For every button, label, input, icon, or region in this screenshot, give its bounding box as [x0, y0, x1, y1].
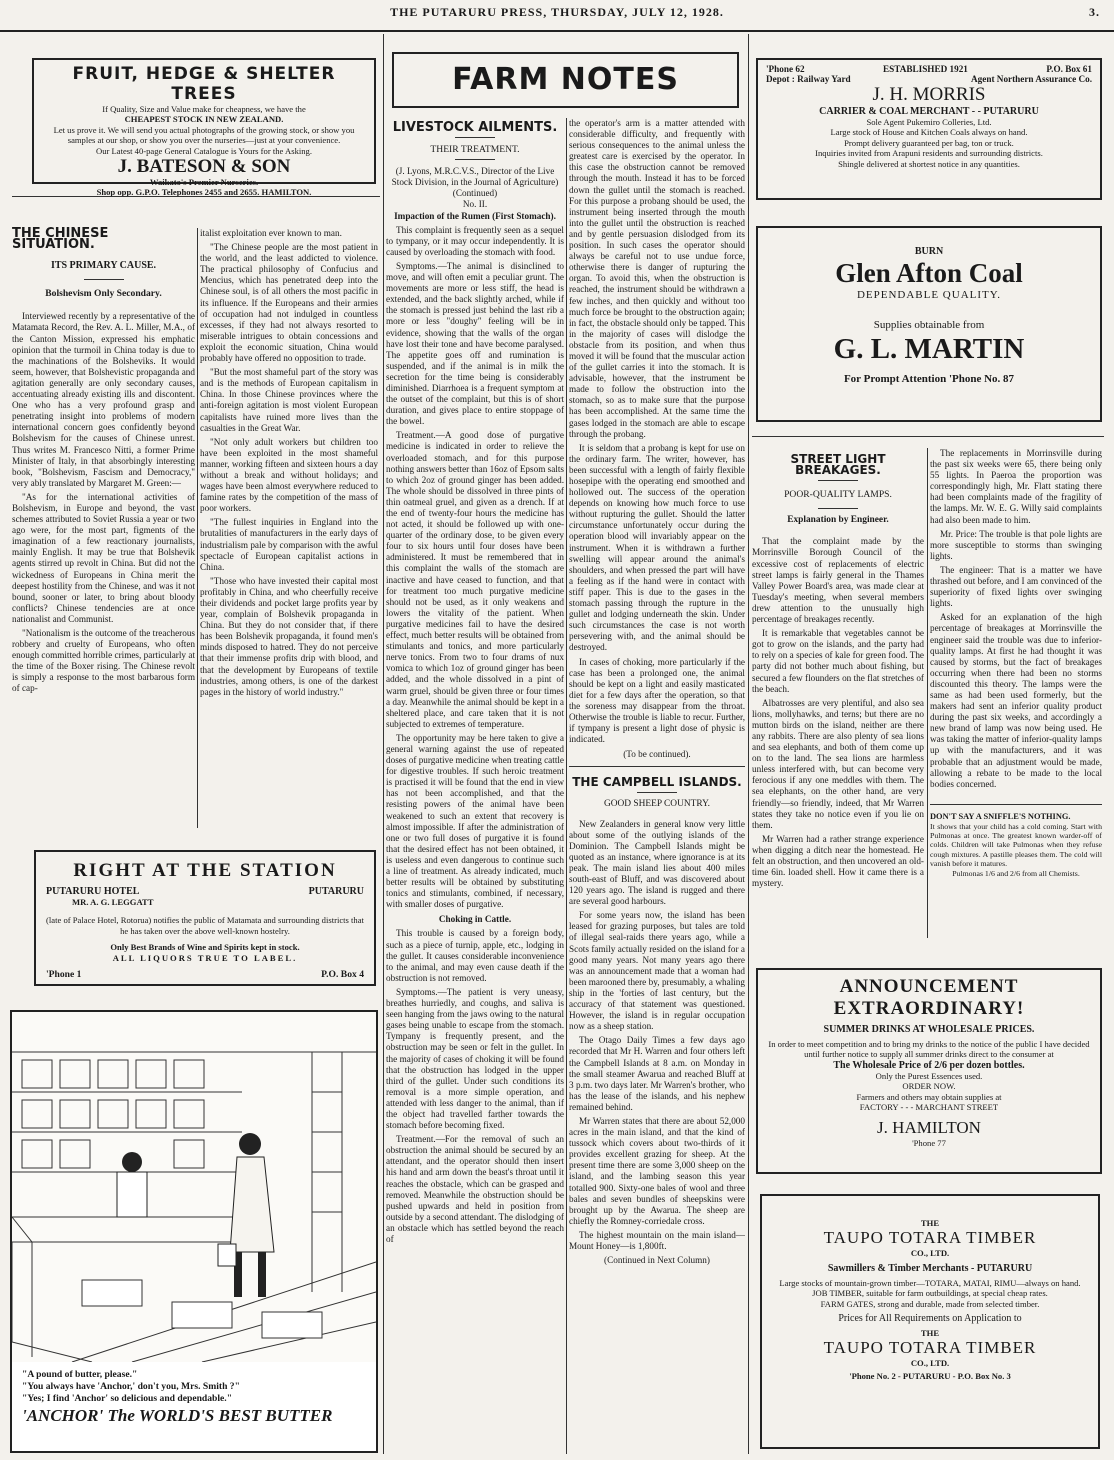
divider: [12, 196, 380, 197]
paragraph: Interviewed recently by a representative of the Matamata Record, the Rev. A. L. Miller, M.A., of the Canton Mission, expressed his emphatic opinion that the turmoil in China today is due to the machinations of the Bolsheviks. It would seem, however, that Bolshevistic propaganda and agitation generally are only secondary causes, accentuating already existing ills and discontent. One who has a very profound grasp and penetrating insight into problems of modern international concern goes confidently beyond Bolshevism for the causes of Chinese unrest. Thus writes M. Francesco Nitti, a former Prime Minister of Italy, in that absorbingly interesting book, "Bolshevism, Fascism and Democracy," very ably translated by Margaret M. Green:—: [12, 311, 195, 488]
ad-anchor-slogan: 'ANCHOR' The WORLD'S BEST BUTTER: [22, 1406, 333, 1425]
ad-bateson-line: Our Latest 40-page General Catalogue is Yours for the Asking.: [96, 145, 312, 156]
paragraph: It is remarkable that vegetables cannot be got to grow on the islands, and the party had to rely on a species of kale for green food. The party did not bother much about fishing, but secured a few flounders on the flat stretches of the beach.: [752, 628, 924, 694]
section-heading: Choking in Cattle.: [438, 914, 512, 925]
ad-taupo-foot: 'Phone No. 2 - PUTARURU - P.O. Box No. 3: [849, 1370, 1011, 1381]
article-title: STREET LIGHT BREAKAGES.: [790, 452, 886, 478]
ad-coal-martin: G. L. MARTIN: [833, 333, 1025, 365]
article-subtitle: POOR-QUALITY LAMPS.: [784, 489, 892, 501]
ad-station-title: RIGHT AT THE STATION: [73, 860, 337, 881]
paragraph: Asked for an explanation of the high percentage of breakages at Morrinsville the engineer said the trouble was due to inferior-quality lamps. At first he had thought it was caused by storms, but the fact of breakages occurring when there had been no storms discounted this theory. The lamps were the same as had been used formerly, but the makers had sent an inferior quality product during the past six weeks, and accordingly a new brand of lamp was now being used. He was taking the matter of inferior-quality lamps up with the manufacturers, and it was probable that an adjustment would be made, allowing a rebate to be made to the local bodies concerned.: [930, 612, 1102, 789]
paragraph: Treatment.—A good dose of purgative medicine is indicated in order to relieve the overloaded stomach, and for this purpose nothing answers better than 16oz of Epsom salts to which 2oz of ground ginger has been added. The whole should be dissolved in three pints of thin oatmeal gruel, and given as a drench. If at the end of twenty-four hours the medicine has not acted, it should be followed up with one-quarter of the ordinary dose, to be given every four to six hours until four doses have been administered. It must be remembered that in this complaint the walls of the stomach are inactive and have ceased to function, and that for treatment too much purgative medicine should not be used, as it only weakens and lowers the vitality of the patient. When purgative medicines fail to have the desired effect, much better results will be obtained from stimulants and tonics, and more particularly nerve tonics. From two to four drams of nux vomica to which 1oz of ground ginger has been added, and the whole dissolved in a pint of warm gruel, should be given three or four times a day. Meanwhile the animal should be kept in a sheltered place, and care taken that it is not subjected to extremes of temperature.: [386, 430, 564, 729]
ad-coal-quality: DEPENDABLE QUALITY.: [856, 289, 1002, 301]
ad-taupo-co: CO., LTD.: [910, 1358, 950, 1369]
ad-hamilton-line: In order to meet competition and to bring my drinks to the notice of the public I have decided until further notice to supply all summer drinks direct to the consumer at: [768, 1039, 1090, 1060]
article-subtitle: GOOD SHEEP COUNTRY.: [603, 799, 710, 810]
divider: [818, 508, 858, 509]
ad-taupo: [760, 1194, 1100, 1449]
paragraph: This complaint is frequently seen as a sequel to tympany, or it may occur independently. It is caused by overloading the stomach with food.: [386, 224, 564, 257]
farm-notes-banner: [392, 52, 739, 108]
divider: [930, 804, 1102, 805]
ad-coal-phone: For Prompt Attention 'Phone No. 87: [843, 373, 1015, 385]
article-chinese-col1: [12, 228, 195, 698]
ad-hamilton-line: Farmers and others may obtain supplies at: [856, 1091, 1002, 1102]
ad-bateson-sub: Waikato's Premier Nurseries.: [149, 177, 259, 188]
section-heading: Impaction of the Rumen (First Stomach).: [394, 210, 556, 221]
divider: [569, 766, 745, 767]
ad-station-contact: [46, 969, 364, 980]
ad-coal-name: Glen Afton Coal: [835, 258, 1023, 288]
article-subtitle: Explanation by Engineer.: [787, 515, 889, 526]
ad-hamilton-line: Only the Purest Essences used.: [875, 1070, 983, 1081]
divider: [818, 480, 858, 481]
ad-station: [34, 850, 376, 986]
ad-taupo-the: THE: [920, 1328, 940, 1339]
article-subtitle: ITS PRIMARY CAUSE.: [50, 260, 157, 272]
ad-hamilton-title: EXTRAORDINARY!: [833, 998, 1025, 1019]
ad-bateson-name: J. BATESON & SON: [117, 156, 291, 178]
ad-taupo-sub: Sawmillers & Timber Merchants - PUTARURU: [827, 1262, 1033, 1274]
ad-station-line: (late of Palace Hotel, Rotorua) notifies the public of Matamata and surrounding districts that he has taken over the above well-known hostelry.: [46, 915, 364, 936]
article-chinese-col2: [200, 228, 378, 701]
ad-station-box: P.O. Box 4: [321, 969, 364, 981]
ad-bateson-foot: Shop opp. G.P.O. Telephones 2455 and 2655. HAMILTON.: [96, 187, 312, 198]
ad-taupo-co: CO., LTD.: [910, 1248, 950, 1259]
shop-illustration: [12, 1012, 376, 1362]
article-subtitle: THEIR TREATMENT.: [430, 144, 520, 156]
to-be-continued: (To be continued).: [623, 749, 691, 760]
article-livestock-col1: [386, 118, 564, 1248]
ad-taupo-line: Large stocks of mountain-grown timber—TOTARA, MATAI, RIMU—always on hand.: [779, 1277, 1081, 1288]
ad-hamilton-price: The Wholesale Price of 2/6 per dozen bottles.: [833, 1059, 1025, 1071]
ad-morris-name: J. H. MORRIS: [872, 84, 986, 105]
ad-morris-line: Sole Agent Pukemiro Colleries, Ltd.: [866, 117, 992, 127]
ad-hamilton: [756, 968, 1102, 1174]
column-rule: [748, 34, 749, 1454]
ad-station-row: [46, 886, 364, 897]
paragraph: The opportunity may be here taken to give a general warning against the use of repeated doses of purgative medicine when treating cattle for digestive troubles. If such heroic treatment is practised it will be found that the end in view has not been accomplished, and that the resisting powers of the animal have been weakened to such an extent that recovery is almost impossible. If after the administration of one or two full doses of purgative it is found that the desired effect has not been obtained, it is useless and even dangerous to continue such a line of treatment. As already indicated, much better results will be obtained by substituting tonics and stimulants, combined, if necessary, with smaller doses of purgative.: [386, 732, 564, 910]
ad-morris-trade: CARRIER & COAL MERCHANT - - PUTARURU: [819, 106, 1039, 117]
divider: [637, 792, 677, 793]
ad-morris-line: Shingle delivered at shortest notice in any quantities.: [838, 158, 1020, 169]
paragraph: New Zealanders in general know very little about some of the outlying islands of the Dominion. The Campbell Islands might be quoted as an instance, where ignorance is at its peak. The main island lies about 400 miles south-east of Bluff, and was discovered about 120 years ago. The island is rugged and there are several good harbours.: [569, 818, 745, 907]
ad-taupo-name: TAUPO TOTARA TIMBER: [823, 1228, 1037, 1248]
byline: (J. Lyons, M.R.C.V.S., Director of the Live Stock Division, in the Journal of Agriculture): [391, 166, 559, 188]
paragraph: Treatment.—For the removal of such an obstruction the animal should be secured by an attendant, and the operator should then insert his hand and arm down the beast's throat until it reaches the obstacle, which can be grasped and removed. Meanwhile the obstruction should be pushed upwards and held in position from outside by a second attendant. The dislodging of an obstacle which has settled beyond the reach of: [386, 1134, 564, 1244]
ad-taupo-line: JOB TIMBER, suitable for farm outbuildings, at special cheap rates.: [812, 1288, 1048, 1299]
divider: [455, 137, 495, 138]
article-title: THE CAMPBELL ISLANDS.: [572, 775, 742, 790]
ad-bateson: [32, 58, 376, 198]
paragraph: Mr. Price: The trouble is that pole lights are more susceptible to storms than swinging lights.: [930, 528, 1102, 561]
column-rule: [383, 34, 384, 1454]
ad-hamilton-title: ANNOUNCEMENT: [839, 976, 1019, 997]
continued-label: (Continued): [452, 188, 498, 199]
ad-morris-row: [766, 74, 1092, 84]
paragraph: The highest mountain on the main island—Mount Honey—is 1,800ft.: [569, 1229, 745, 1251]
divider: [455, 159, 495, 160]
ad-hamilton-name: J. HAMILTON: [877, 1118, 981, 1138]
paragraph: "Those who have invested their capital most profitably in China, and who cheerfully receive their dividends and pocket large profits year by year, complain of Bolshevik propaganda in China. But they do not consider that, if there has been Bolshevik propaganda, it found men's minds disposed to hatred. They do not perceive that their immense profits drip with blood, and that the development by Europeans of textile industries, among others, is one of the darkest pages in the history of world industry.": [200, 575, 378, 697]
paragraph: For some years now, the island has been leased for grazing purposes, but tales are told of illegal seal-raids there years ago, while a Scots family actually resided on the island for a good many years. Not many years ago there was an announcement made that a woman had been marooned there by, presumably, a whaling ship in the 'forties of last century, but the accuracy of that statement was questioned. However, the island is in regular occupation now as a sheep station.: [569, 910, 745, 1032]
article-street-col1: [752, 448, 924, 892]
ad-taupo-the: THE: [920, 1218, 940, 1228]
paragraph: In cases of choking, more particularly if the case has been a prolonged one, the animal should be kept on a light and easily masticated diet for a few days after the operation, so that the soreness may disappear from the throat. Otherwise the trouble is liable to recur. Further, if tympany is present a light dose of physic is indicated.: [569, 656, 745, 745]
part-number: No. II.: [462, 199, 488, 210]
paragraph: "Not only adult workers but children too have been exploited in the most shameful manner, working fifteen and sixteen hours a day without a break and without holidays; and wages have been almost everywhere reduced to famine rates by the competition of the mass of poor workers.: [200, 436, 378, 514]
paragraph: The replacements in Morrinsville during the past six weeks were 65, there being only 55 lights. In Paeroa the proportion was correspondingly high, Mr. Flatt stating there had been complaints made of the fragility of the lamps. Mr. W. E. G. Willy said complaints had also been made to him.: [930, 448, 1102, 525]
ad-coal-supplies: Supplies obtainable from: [873, 319, 985, 331]
paragraph: "As for the international activities of Bolshevism, in Europe and beyond, the vast schemes attributed to Soviet Russia a year or two ago were, for the most part, figments of the imagination of a few reactionary journalists, mainly English. It may be true that Bolshevik agents stirred up revolt in China. But did not the wickedness of Europeans in China merit the deepest hostility from the Chinese, and was it not bound, sooner or later, to bring about bloody conflicts? Chinese tendencies are at once nationalist and Communist.: [12, 491, 195, 624]
ad-morris-line: Large stock of House and Kitchen Coals always on hand.: [830, 127, 1028, 138]
paragraph: the operator's arm is a matter attended with considerable difficulty, and frequently with serious consequences to the animal unless the greatest care is exercised by the operator. In this case the obstruction cannot be removed through the mouth. Instead it has to be forced down the gullet until the stomach is reached. For this purpose a probang should be used, the instrument being inserted through the mouth into the gullet until the obstruction is reached and by gentle persuasion dislodged from its position. In such cases the operator should always be careful not to use undue force, otherwise there is danger of rupturing the organ. To avoid this, when the obstruction is reached, the instrument should be withdrawn a few inches, and then quickly and without too much force be brought to the obstruction again; in fact, the obstacle should only be tapped. This in the majority of cases will dislodge the obstacle from its position, and when thus moved it will be found that the muscular action of the gullet carries it into the stomach. It is advisable, however, that the instrument be made to follow the obstruction into the stomach, so as to make sure that the purpose has been accomplished. At the same time the gases lodged in the stomach are able to escape through the probang.: [569, 118, 745, 439]
ad-anchor-caption: "A pound of butter, please.": [22, 1369, 138, 1380]
ad-bateson-title: FRUIT, HEDGE & SHELTER TREES: [72, 64, 336, 104]
ad-hamilton-phone: 'Phone 77: [912, 1138, 946, 1149]
divider: [752, 436, 1104, 437]
ad-hamilton-sub: SUMMER DRINKS AT WHOLESALE PRICES.: [823, 1024, 1035, 1035]
paragraph: "The fullest inquiries in England into the brutalities of manufacturers in the early days of industrialism pale by comparison with the awful spectacle of European capitalist actions in China.: [200, 517, 378, 572]
ad-hamilton-line: FACTORY - - - MARCHANT STREET: [859, 1102, 999, 1113]
ad-station-line: ALL LIQUORS TRUE TO LABEL.: [112, 952, 298, 963]
ad-anchor-caption: "You always have 'Anchor,' don't you, Mrs. Smith ?": [22, 1381, 240, 1392]
ad-coal-burn: BURN: [914, 246, 944, 257]
ad-bateson-line: Let us prove it. We will send you actual photographs of the growing stock, or show you samples at our shop, or show you over the nurseries—just at your convenience.: [53, 124, 355, 146]
article-street-col2: [930, 448, 1102, 879]
column-rule: [566, 118, 567, 1454]
ad-station-town: PUTARURU: [308, 886, 364, 897]
paragraph: "Nationalism is the outcome of the treacherous robbery and cruelty of Europeans, who often enough committed horrible crimes, particularly at the time of the Boxer rising. The Chinese revolt is simply a response to the most barbarous form of cap-: [12, 628, 195, 694]
column-rule: [197, 228, 198, 828]
article-title: THE CHINESE SITUATION.: [12, 226, 109, 253]
article-title: LIVESTOCK AILMENTS.: [392, 120, 558, 135]
divider: [84, 279, 124, 280]
paragraph: Symptoms.—The animal is disinclined to move, and will often emit a peculiar grunt. The movements are more or less stiff, the head is extended, and the back slightly arched, while if the stomach is pressed just behind the last rib a more or less "doughy" feeling will be in evidence, showing that the walls of the organ have lost their tone and have become paralysed. The appetite goes off and rumination is suspended, and if the animal is in milk the secretion for the time being is considerably diminished. Diarrhoea is a frequent symptom at the outset of the complaint, but this is of short duration, and gives place to entire stoppage of the bowel.: [386, 260, 564, 427]
paragraph: Mr Warren had a rather strange experience when digging a ditch near the homestead. He felt an obstruction, and then uncovered an old-time 6in. loaded shell. How it came there is a mystery.: [752, 833, 924, 889]
ad-morris-phone: 'Phone 62: [766, 64, 805, 74]
ad-morris-line: Prompt delivery guaranteed per bag, ton or truck.: [844, 137, 1014, 148]
ad-anchor: [10, 1010, 378, 1453]
article-subtitle: Bolshevism Only Secondary.: [45, 288, 162, 300]
paragraph: "But the most shameful part of the story was and is the methods of European capitalism in China. In those Chinese provinces where the anti-foreign agitation is most violent European capitalists have ruined more lives than the casualties in the Great War.: [200, 367, 378, 433]
masthead-title: THE PUTARURU PRESS, THURSDAY, JULY 12, 1928.: [390, 5, 724, 19]
sniffle-title: DON'T SAY A SNIFFLE'S NOTHING.: [930, 811, 1071, 821]
ad-morris: [756, 58, 1102, 200]
paragraph: The Otago Daily Times a few days ago recorded that Mr H. Warren and four others left the Campbell Islands at 8 a.m. on Monday in the small steamer Awarua and reached Bluff at 3 p.m. two days later. Mr Warren's brother, who has the lease of the islands, and his nephew remained behind.: [569, 1035, 745, 1112]
paragraph: italist exploitation ever known to man.: [200, 228, 342, 238]
continued-label: (Continued in Next Column): [604, 1255, 710, 1266]
page-number: 3.: [1089, 5, 1100, 19]
ad-morris-row: [766, 64, 1092, 74]
banner-title: FARM NOTES: [452, 62, 679, 97]
paragraph: That the complaint made by the Morrinsville Borough Council of the excessive cost of replacements of electric street lamps is fairly general in the Thames Valley Power Board's area, was made clear at Tuesday's meeting, when several members drew attention to the unusually high percentage of breakages recently.: [752, 536, 924, 625]
paragraph: It is seldom that a probang is kept for use on the ordinary farm. The writer, however, has been successful with a length of fairly flexible hosepipe with the operating end smoothed and hollowed out. The success of the operation depends on knowing how much force to use without rupturing the gullet. Should the latter circumstance unfortunately occur during the operation blood will invariably appear on the instrument. When it is withdrawn a further swelling will appear around the animal's shoulders, and when pressed the part will have a feeling as if the hand were in contact with stiff paper. This is due to the gases in the stomach passing through the rupture in the gullet and lodging underneath the skin. Under such circumstances the case is not worth persevering with, and the animal should be destroyed.: [569, 442, 745, 653]
article-livestock-col2: [569, 118, 745, 1266]
sniffle-foot: Pulmonas 1/6 and 2/6 from all Chemists.: [952, 868, 1080, 878]
ad-station-owner: MR. A. G. LEGGATT: [72, 897, 154, 907]
ad-morris-agent: Agent Northern Assurance Co.: [971, 74, 1092, 84]
ad-station-line: Only Best Brands of Wine and Spirits kept in stock.: [110, 942, 300, 953]
ad-station-hotel: PUTARURU HOTEL: [46, 886, 140, 897]
paragraph: This trouble is caused by a foreign body, such as a piece of turnip, apple, etc., lodging in the gullet. It causes considerable inconvenience to the animal, and may even cause death if the obstruction is not removed.: [386, 928, 564, 983]
ad-glen-afton: [756, 226, 1102, 422]
ad-taupo-name: TAUPO TOTARA TIMBER: [823, 1338, 1037, 1358]
ad-morris-established: ESTABLISHED 1921: [883, 64, 968, 74]
ad-bateson-line: CHEAPEST STOCK IN NEW ZEALAND.: [124, 114, 284, 125]
ad-bateson-line: If Quality, Size and Value make for cheapness, we have the: [102, 104, 306, 114]
ad-hamilton-line: ORDER NOW.: [902, 1081, 956, 1092]
column-rule: [927, 448, 928, 938]
ad-taupo-line: FARM GATES, strong and durable, made from selected timber.: [820, 1298, 1040, 1309]
paragraph: Mr Warren states that there are about 52,000 acres in the main island, and that the kind of tussock which covers about two-thirds of it provides excellent grazing for sheep. At the present time there are some 3,000 sheep on the island, and the lambing season this year totalled 900. Sixty-one bales of wool and three bales and seven bundles of sheepskins were brought up by the Awarua. The sheep are chiefly the Romney-corriedale cross.: [569, 1115, 745, 1226]
paragraph: The engineer: That is a matter we have thrashed out before, and I am convinced of the superiority of fixed lights over swinging lights.: [930, 564, 1102, 609]
ad-taupo-line: Prices for All Requirements on Application to: [838, 1313, 1022, 1325]
ad-station-phone: 'Phone 1: [46, 969, 82, 981]
sniffle-body: It shows that your child has a cold coming. Start with Pulmonas at once. The greatest known warder-off of colds. Children will take Pulmonas when they refuse cough mixtures. A pastille pleases them. The cold will vanish before it matures.: [930, 821, 1102, 868]
ad-morris-box: P.O. Box 61: [1046, 64, 1092, 74]
paragraph: "The Chinese people are the most patient in the world, and the least addicted to violence. The practical philosophy of Confucius and Mencius, which has penetrated deep into the Chinese soul, is of all others the most pacific in its influence. If the Europeans and their armies of occupation had not indulged in countless excesses, if they had not always resorted to miserable intrigues to obtain concessions and exploit the economic situation, China would probably have offered no opposition to trade.: [200, 242, 378, 364]
masthead: [0, 2, 1114, 32]
ad-morris-line: Inquiries invited from Arapuni residents and surrounding districts.: [815, 148, 1043, 159]
ad-morris-depot: Depot : Railway Yard: [766, 74, 851, 84]
paragraph: Albatrosses are very plentiful, and also sea lions, mollyhawks, and terns; but there are no mutton birds on the island, neither are there any rabbits. There are also plenty of sea lions and sea elephants, and both of them come up on to the land. The sea lions are harmless unless interfered with, but can become very ferocious if any one meddles with them. The sea elephants, on the other hand, are very friendly—so friendly, indeed, that Mr Warren states they take no notice even if you lie on them.: [752, 697, 924, 830]
ad-anchor-caption: "Yes; I find 'Anchor' so delicious and dependable.": [22, 1393, 233, 1404]
paragraph: Symptoms.—The patient is very uneasy, breathes hurriedly, and coughs, and saliva is seen hanging from the jaws owing to the natural gases being unable to escape from the stomach. Tympany is frequently present, and the obstruction may be seen or felt in the gullet. In the majority of cases of choking it will be found that the obstruction has lodged in the upper third of the gullet. Under such conditions its removal is a more simple operation, and attended with less danger to the animal, than if the object had travelled farther towards the stomach before becoming fixed.: [386, 986, 564, 1131]
